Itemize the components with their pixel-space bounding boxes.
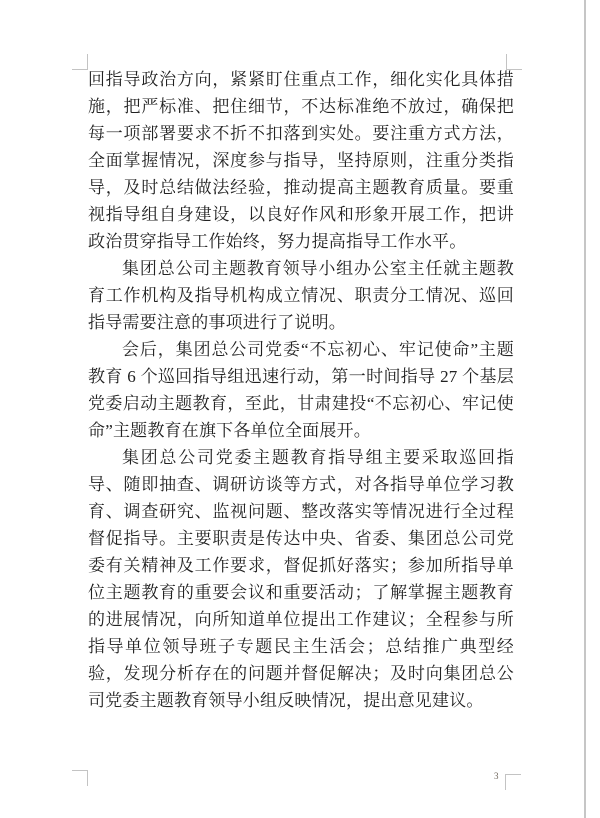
document-body [88, 66, 514, 714]
paragraph: 回指导政治方向，紧紧盯住重点工作，细化实化具体措施，把严标准、把住细节，不达标准绝不放过，确保把每一项部署要求不折不扣落到实处。要注重方式方法，全面掌握情况，深度参与指导，坚持原则，注重分类指导，及时总结做法经验，推动提高主题教育质量。要重视指导组自身建设，以良好作风和形象开展工作，把讲政治贯穿指导工作始终，努力提高指导工作水平。 [88, 70, 514, 251]
margin-crop-mark-top-left [72, 54, 88, 70]
paragraph: 集团总公司党委主题教育指导组主要采取巡回指导、随即抽查、调研访谈等方式，对各指导单位学习教育、调查研究、监视问题、整改落实等情况进行全过程督促指导。主要职责是传达中央、省委、集团总公司党委有关精神及工作要求，督促抓好落实；参加所指导单位主题教育的重要会议和重要活动；了解掌握主题教育的进展情况，向所知道单位提出工作建议；全程参与所指导单位领导班子专题民主生活会；总结推广典型经验，发现分析存在的问题并督促解决；及时向集团总公司党委主题教育领导小组反映情况，提出意见建议。 [88, 448, 514, 710]
page-right-edge [584, 0, 586, 818]
margin-crop-mark-bottom-left [72, 770, 88, 786]
margin-crop-mark-bottom-right [505, 774, 521, 790]
paragraph: 集团总公司主题教育领导小组办公室主任就主题教育工作机构及指导机构成立情况、职责分工情况、巡回指导需要注意的事项进行了说明。 [88, 259, 514, 332]
page-number: 3 [494, 771, 499, 781]
paragraph: 会后，集团总公司党委“不忘初心、牢记使命”主题教育 6 个巡回指导组迅速行动，第一时间指导 27 个基层党委启动主题教育，至此，甘肃建投“不忘初心、牢记使命”主题教育在旗下各单位全面展开。 [88, 340, 514, 440]
